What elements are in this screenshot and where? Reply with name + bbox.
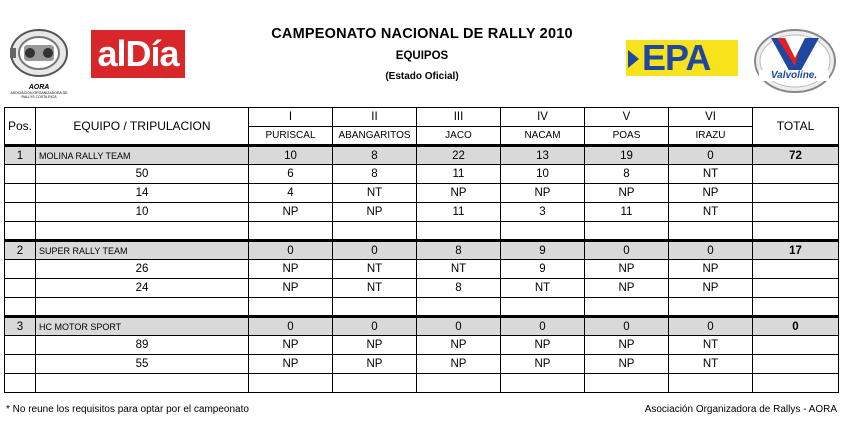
crew-score: 8 <box>585 165 669 184</box>
crew-score: NP <box>417 355 501 374</box>
team-pos: 2 <box>5 241 36 260</box>
crew-pos <box>5 336 36 355</box>
round-name-header: PURISCAL <box>249 127 333 146</box>
crew-row <box>5 165 839 184</box>
status-label: (Estado Oficial) <box>385 71 459 82</box>
crew-score: NP <box>585 336 669 355</box>
round-name-header: NACAM <box>501 127 585 146</box>
round-num-header: I <box>249 108 333 127</box>
crew-pos <box>5 165 36 184</box>
crew-score: NP <box>501 355 585 374</box>
crew-score: NP <box>501 184 585 203</box>
crew-score: 11 <box>585 203 669 222</box>
crew-row <box>5 260 839 279</box>
round-name-header: JACO <box>417 127 501 146</box>
crew-total <box>753 355 839 374</box>
crew-score: NT <box>669 203 753 222</box>
team-score: 19 <box>585 146 669 165</box>
crew-score: NP <box>417 336 501 355</box>
crew-score: 6 <box>249 165 333 184</box>
crew-score: NP <box>585 260 669 279</box>
crew-score: NP <box>333 336 417 355</box>
team-score: 0 <box>417 317 501 336</box>
valvoline-shield-icon <box>753 28 837 94</box>
page-subtitle: EQUIPOS <box>395 50 449 62</box>
crew-score: 9 <box>501 260 585 279</box>
epa-arrow-icon <box>628 50 639 68</box>
crew-score: 8 <box>333 165 417 184</box>
crew-score: NP <box>501 336 585 355</box>
team-score: 0 <box>501 317 585 336</box>
aora-logo <box>5 28 73 98</box>
round-name-header: POAS <box>585 127 669 146</box>
round-name-header: IRAZU <box>669 127 753 146</box>
team-total: 0 <box>753 317 839 336</box>
crew-score: NP <box>585 184 669 203</box>
team-total: 72 <box>753 146 839 165</box>
crew-total <box>753 260 839 279</box>
round-name-header: ABANGARITOS <box>333 127 417 146</box>
team-row <box>5 241 839 260</box>
epa-logo <box>626 37 738 78</box>
team-score: 10 <box>249 146 333 165</box>
crew-score: NP <box>669 279 753 298</box>
crew-pos <box>5 279 36 298</box>
crew-total <box>753 203 839 222</box>
crew-score: NT <box>669 336 753 355</box>
crew-row <box>5 355 839 374</box>
crew-score: NP <box>249 260 333 279</box>
team-score: 0 <box>585 317 669 336</box>
team-pos: 3 <box>5 317 36 336</box>
header-row-top <box>5 108 839 127</box>
team-score: 13 <box>501 146 585 165</box>
crew-number: 55 <box>36 355 249 374</box>
blank-row <box>5 298 839 317</box>
crew-number: 26 <box>36 260 249 279</box>
crew-score: NP <box>585 355 669 374</box>
team-score: 0 <box>333 317 417 336</box>
epa-logo-word: EPA <box>642 37 711 78</box>
crew-score: 8 <box>417 279 501 298</box>
team-score: 8 <box>417 241 501 260</box>
valvoline-logo <box>753 28 837 94</box>
crew-score: NT <box>669 355 753 374</box>
crew-score: NP <box>669 260 753 279</box>
round-num-header: VI <box>669 108 753 127</box>
crew-score: NP <box>333 203 417 222</box>
crew-score: NP <box>249 203 333 222</box>
crew-score: NT <box>669 165 753 184</box>
team-score: 0 <box>249 241 333 260</box>
aldia-logo: alDía <box>91 30 185 78</box>
crew-total <box>753 165 839 184</box>
team-score: 0 <box>249 317 333 336</box>
crew-score: 11 <box>417 165 501 184</box>
team-name: HC MOTOR SPORT <box>36 317 249 336</box>
team-name: SUPER RALLY TEAM <box>36 241 249 260</box>
crew-score: NT <box>333 260 417 279</box>
blank-row <box>5 222 839 241</box>
crew-total <box>753 184 839 203</box>
team-score: 0 <box>669 317 753 336</box>
crew-number: 24 <box>36 279 249 298</box>
crew-score: 11 <box>417 203 501 222</box>
crew-score: NP <box>249 279 333 298</box>
crew-number: 89 <box>36 336 249 355</box>
crew-number: 50 <box>36 165 249 184</box>
round-num-header: IV <box>501 108 585 127</box>
crew-score: NP <box>249 355 333 374</box>
team-name: MOLINA RALLY TEAM <box>36 146 249 165</box>
team-header: EQUIPO / TRIPULACION <box>36 108 249 146</box>
aora-logo-word: AORA <box>28 84 50 91</box>
team-pos: 1 <box>5 146 36 165</box>
crew-score: NP <box>249 336 333 355</box>
crew-score: NT <box>417 260 501 279</box>
standings-table <box>4 107 839 393</box>
crew-total <box>753 336 839 355</box>
valvoline-logo-word: Valvoline. <box>759 70 829 81</box>
page-title: CAMPEONATO NACIONAL DE RALLY 2010 <box>271 26 573 42</box>
crew-pos <box>5 203 36 222</box>
round-num-header: II <box>333 108 417 127</box>
team-score: 22 <box>417 146 501 165</box>
crew-score: NT <box>333 184 417 203</box>
blank-row <box>5 374 839 393</box>
footer-organizer: Asociación Organizadora de Rallys - AORA <box>644 404 837 415</box>
crew-row <box>5 203 839 222</box>
page-header <box>0 0 842 104</box>
team-score: 0 <box>585 241 669 260</box>
crew-pos <box>5 260 36 279</box>
total-header: TOTAL <box>753 108 839 146</box>
aora-seal-icon <box>8 28 70 78</box>
crew-score: NP <box>669 184 753 203</box>
team-row <box>5 146 839 165</box>
crew-score: 10 <box>501 165 585 184</box>
team-score: 8 <box>333 146 417 165</box>
team-score: 9 <box>501 241 585 260</box>
round-num-header: III <box>417 108 501 127</box>
crew-score: NP <box>333 355 417 374</box>
crew-score: NP <box>585 279 669 298</box>
crew-row <box>5 279 839 298</box>
crew-number: 14 <box>36 184 249 203</box>
crew-score: NT <box>333 279 417 298</box>
crew-score: 3 <box>501 203 585 222</box>
crew-pos <box>5 184 36 203</box>
aora-logo-subtitle: ASOCIACION ORGANIZADORA DE RALLYS COSTA RICA <box>10 91 68 99</box>
team-score: 0 <box>669 241 753 260</box>
team-row <box>5 317 839 336</box>
round-num-header: V <box>585 108 669 127</box>
crew-score: 4 <box>249 184 333 203</box>
crew-score: NP <box>417 184 501 203</box>
crew-row <box>5 184 839 203</box>
team-score: 0 <box>669 146 753 165</box>
crew-number: 10 <box>36 203 249 222</box>
title-block <box>222 26 622 82</box>
pos-header: Pos. <box>5 108 36 146</box>
crew-total <box>753 279 839 298</box>
team-score: 0 <box>333 241 417 260</box>
crew-pos <box>5 355 36 374</box>
team-total: 17 <box>753 241 839 260</box>
footer-note: * No reune los requisitos para optar por el campeonato <box>6 404 249 415</box>
crew-score: NT <box>501 279 585 298</box>
crew-row <box>5 336 839 355</box>
